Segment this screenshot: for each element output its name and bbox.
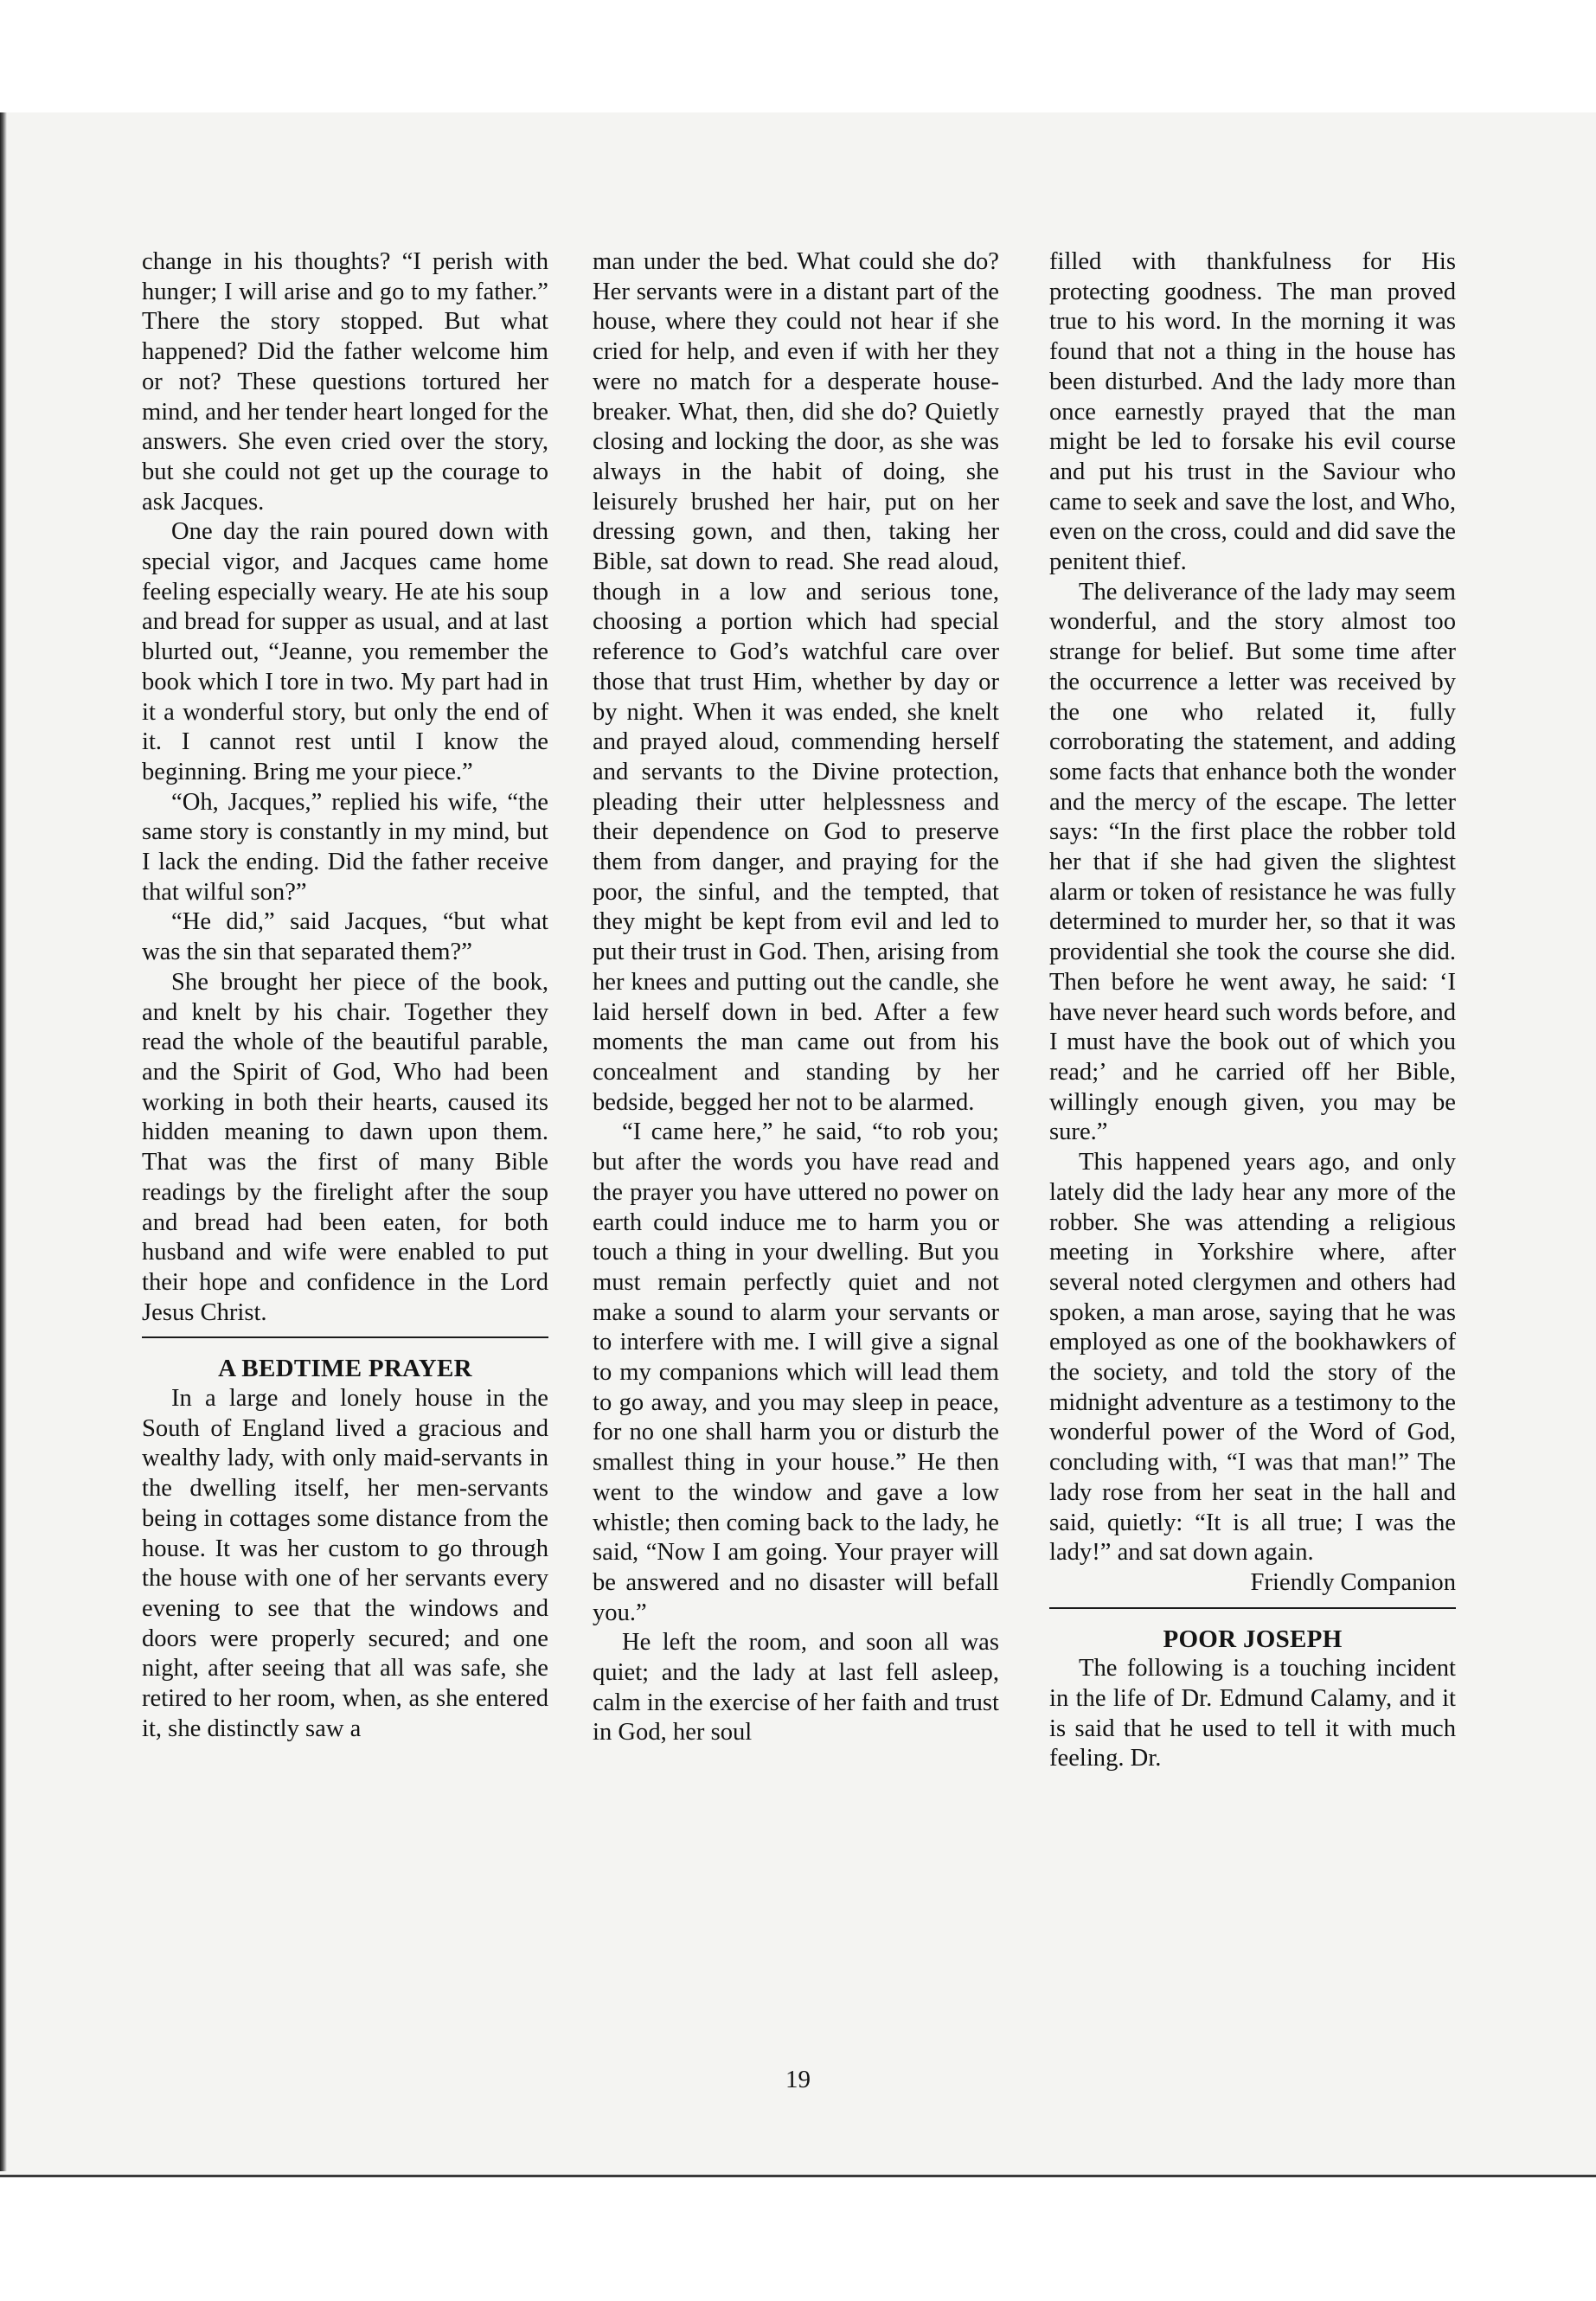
section-heading-poor-joseph: POOR JOSEPH: [1163, 1625, 1343, 1653]
paragraph: He left the room, and soon all was quiet; and the lady at last fell asleep, calm in the exercise of her faith and trust in God, her soul: [593, 1629, 999, 1747]
scan-margin-bottom: [0, 2177, 1596, 2301]
paragraph: “Oh, Jacques,” replied his wife, “the same story is constantly in my mind, but I lack the ending. Did the father receive that wilful son?”: [142, 788, 548, 906]
paragraph: She brought her piece of the book, and knelt by his chair. Together they read the whole of the beautiful parable, and the Spirit of God, Who had been working in both their hearts, caused its hidden meaning to dawn upon them. That was the first of many Bible readings by the firelight after the soup and bread had been eaten, for both husband and wife were enabled to put their hope and confidence in the Lord Jesus Christ.: [142, 968, 548, 1326]
paragraph: change in his thoughts? “I perish with hunger; I will arise and go to my father.” There the story stopped. But what happened? Did the father welcome him or not? These questions tortured her mind, and her tender heart longed for the answers. She even cried over the story, but she could not get up the courage to ask Jacques.: [142, 248, 548, 516]
section-divider: [142, 1336, 548, 1338]
paragraph: “He did,” said Jacques, “but what was the sin that separated them?”: [142, 908, 548, 966]
paragraph: The deliverance of the lady may seem wonderful, and the story almost too strange for belief. But some time after the occurrence a letter was received by the one who related it, fully corroborating the statement, and adding some facts that enhance both the wonder and the mercy of the escape. The letter says: “In the first place the robber told her that if she had given the slightest alarm or token of resistance he was fully determined to murder her, so that it was providential she took the course she did. Then before he went away, he said: ‘I have never heard such words before, and I must have the book out of which you read;’ and he carried off her Bible, willingly enough given, you may be sure.”: [1049, 578, 1456, 1146]
paragraph: In a large and lonely house in the South of England lived a gracious and wealthy lady, with only maid-servants in the dwelling itself, her men-servants being in cottages some distance from the house. It was her custom to go through the house with one of her servants every evening to see that the windows and doors were properly secured; and one night, after seeing that all was safe, she retired to her room, when, as she entered it, she distinctly saw a: [142, 1385, 548, 1742]
section-heading-bedtime-prayer: A BEDTIME PRAYER: [218, 1355, 472, 1383]
paragraph: man under the bed. What could she do? Her servants were in a distant part of the house, where they could not hear if she cried for help, and even if with her they were no match for a desperate house-breaker. What, then, did she do? Quietly closing and locking the door, as she was always in the habit of doing, she leisurely brushed her hair, put on her dressing gown, and then, taking her Bible, sat down to read. She read aloud, though in a low and serious tone, choosing a portion which had special reference to God’s watchful care over those that trust Him, whether by day or by night. When it was ended, she knelt and prayed aloud, commending herself and servants to the Divine protection, pleading their utter helplessness and their dependence on God to preserve them from danger, and praying for the poor, the sinful, and the tempted, that they might be kept from evil and led to put their trust in God. Then, arising from her knees and putting out the candle, she laid herself down in bed. After a few moments the man came out from his concealment and standing by her bedside, begged her not to be alarmed.: [593, 248, 999, 1116]
text-column-1: [142, 247, 548, 1744]
source-attribution: Friendly Companion: [1250, 1568, 1456, 1596]
scan-edge-left: [0, 112, 7, 2171]
scan-margin-top: [0, 0, 1596, 112]
section-divider: [1049, 1607, 1456, 1609]
page-number: 19: [785, 2066, 811, 2093]
paragraph: This happened years ago, and only lately did the lady hear any more of the robber. She was attending a religious meeting in Yorkshire where, after several noted clergymen and others had spoken, a man arose, saying that he was employed as one of the bookhawkers of the society, and told the story of the midnight adventure as a testimony to the wonderful power of the Word of God, concluding with, “I was that man!” The lady rose from her seat in the hall and said, quietly: “It is all true; I was the lady!” and sat down again.: [1049, 1149, 1456, 1567]
paragraph: “I came here,” he said, “to rob you; but after the words you have read and the prayer you have uttered no power on earth could induce me to harm you or touch a thing in your dwelling. But you must remain perfectly quiet and not make a sound to alarm your servants or to interfere with me. I will give a signal to my companions which will lead them to go away, and you may sleep in peace, for no one shall harm you or disturb the smallest thing in your house.” He then went to the window and gave a low whistle; then coming back to the lady, he said, “Now I am going. Your prayer will be answered and no disaster will befall you.”: [593, 1118, 999, 1626]
text-column-3: [1049, 247, 1456, 1774]
paragraph: One day the rain poured down with special vigor, and Jacques came home feeling especially weary. He ate his soup and bread for supper as usual, and at last blurted out, “Jeanne, you remember the book which I tore in two. My part had in it a wonderful story, but only the end of it. I cannot rest until I know the beginning. Bring me your piece.”: [142, 518, 548, 785]
text-column-2: [593, 247, 999, 1748]
paragraph: The following is a touching incident in the life of Dr. Edmund Calamy, and it is said that he used to tell it with much feeling. Dr.: [1049, 1655, 1456, 1772]
paragraph: filled with thankfulness for His protecting goodness. The man proved true to his word. In the morning it was found that not a thing in the house has been disturbed. And the lady more than once earnestly prayed that the man might be led to forsake his evil course and put his trust in the Saviour who came to seek and save the lost, and Who, even on the cross, could and did save the penitent thief.: [1049, 248, 1456, 576]
